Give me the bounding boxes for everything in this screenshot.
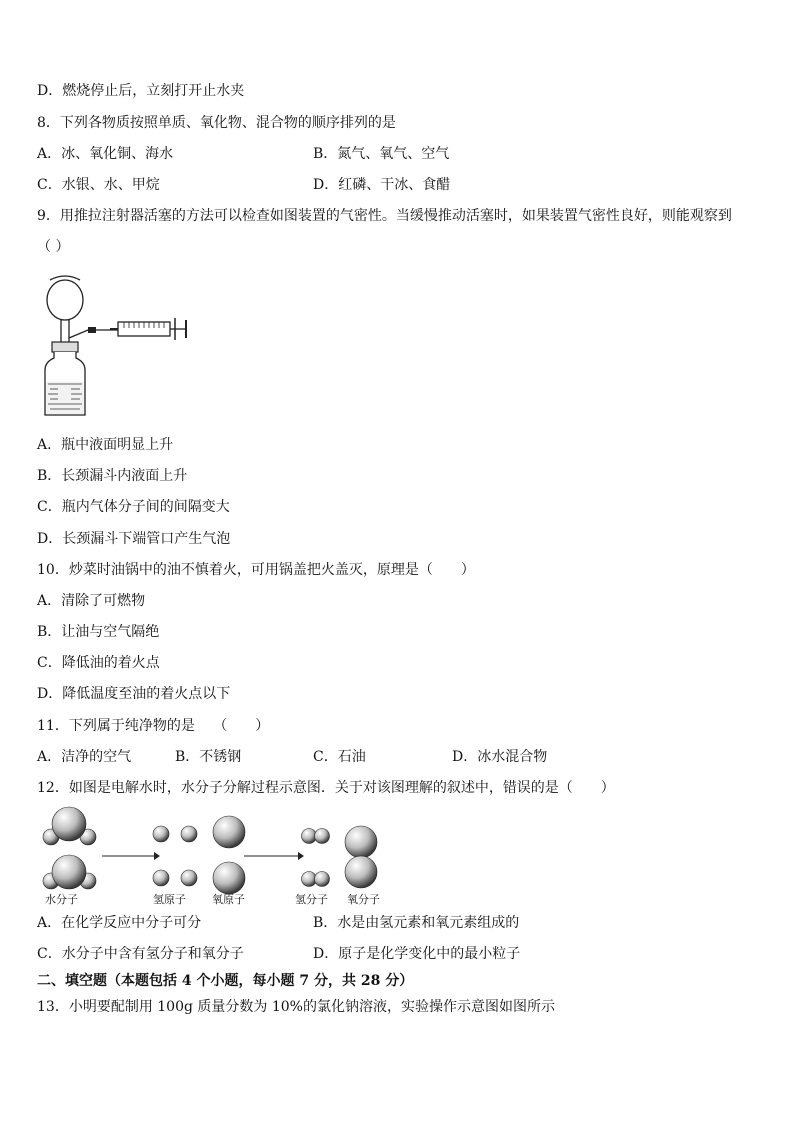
q10-option-a: A．清除了可燃物: [37, 593, 146, 609]
q9-option-a: A．瓶中液面明显上升: [37, 437, 174, 453]
q11-option-c: C．石油: [313, 749, 366, 765]
q11-option-d: D．冰水混合物: [452, 749, 548, 765]
q8-option-c: C．水银、水、甲烷: [37, 177, 160, 193]
q8-option-a: A．冰、氧化铜、海水: [37, 146, 174, 162]
question-13: 13．小明要配制用 100g 质量分数为 10%的氯化钠溶液，实验操作示意图如图所示: [37, 999, 555, 1015]
label-water-molecule: 水分子: [45, 893, 78, 906]
q12-option-a: A．在化学反应中分子可分: [37, 915, 202, 931]
q11-option-a: A．洁净的空气: [37, 749, 132, 765]
q9-option-d: D．长颈漏斗下端管口产生气泡: [37, 531, 231, 547]
question-9-line1: 9．用推拉注射器活塞的方法可以检查如图装置的气密性。当缓慢推动活塞时，如果装置气密性良好，则能观察到: [37, 208, 732, 224]
label-hydrogen-atom: 氢原子: [153, 893, 186, 906]
stopper: [52, 342, 78, 352]
water-molecule-bottom: [43, 855, 96, 889]
question-12: 12．如图是电解水时，水分子分解过程示意图．关于对该图理解的叙述中，错误的是（ ）: [37, 780, 615, 796]
label-oxygen-atom: 氧原子: [212, 893, 245, 906]
question-10: 10．炒菜时油锅中的油不慎着火，可用锅盖把火盖灭，原理是（ ）: [37, 562, 475, 578]
label-oxygen-molecule: 氧分子: [347, 893, 380, 906]
q10-option-b: B．让油与空气隔绝: [37, 624, 160, 640]
q12-option-c: C．水分子中含有氢分子和氧分子: [37, 946, 244, 962]
water-molecule-top: [43, 807, 96, 845]
q10-option-c: C．降低油的着火点: [37, 655, 160, 671]
q12-option-d: D．原子是化学变化中的最小粒子: [313, 946, 521, 962]
option-d-previous: D．燃烧停止后，立刻打开止水夹: [37, 83, 245, 99]
q12-option-b: B．水是由氢元素和氧元素组成的: [313, 915, 520, 931]
water-electrolysis-diagram: [38, 806, 398, 906]
label-hydrogen-molecule: 氢分子: [295, 893, 328, 906]
section-heading-fill-in: 二、填空题（本题包括 4 个小题，每小题 7 分，共 28 分）: [37, 973, 414, 989]
q8-option-d: D．红磷、干冰、食醋: [313, 177, 451, 193]
q8-option-b: B．氮气、氧气、空气: [313, 146, 450, 162]
question-9-line2: （ ）: [37, 239, 70, 255]
question-11: 11．下列属于纯净物的是 （ ）: [37, 718, 270, 734]
q9-option-c: C．瓶内气体分子间的间隔变大: [37, 499, 230, 515]
airtightness-apparatus-figure: [40, 270, 200, 420]
q9-option-b: B．长颈漏斗内液面上升: [37, 468, 188, 484]
q11-option-b: B．不锈钢: [175, 749, 242, 765]
funnel-bulb: [47, 280, 83, 320]
q10-option-d: D．降低温度至油的着火点以下: [37, 686, 231, 702]
question-8: 8．下列各物质按照单质、氧化物、混合物的顺序排列的是: [37, 115, 396, 131]
